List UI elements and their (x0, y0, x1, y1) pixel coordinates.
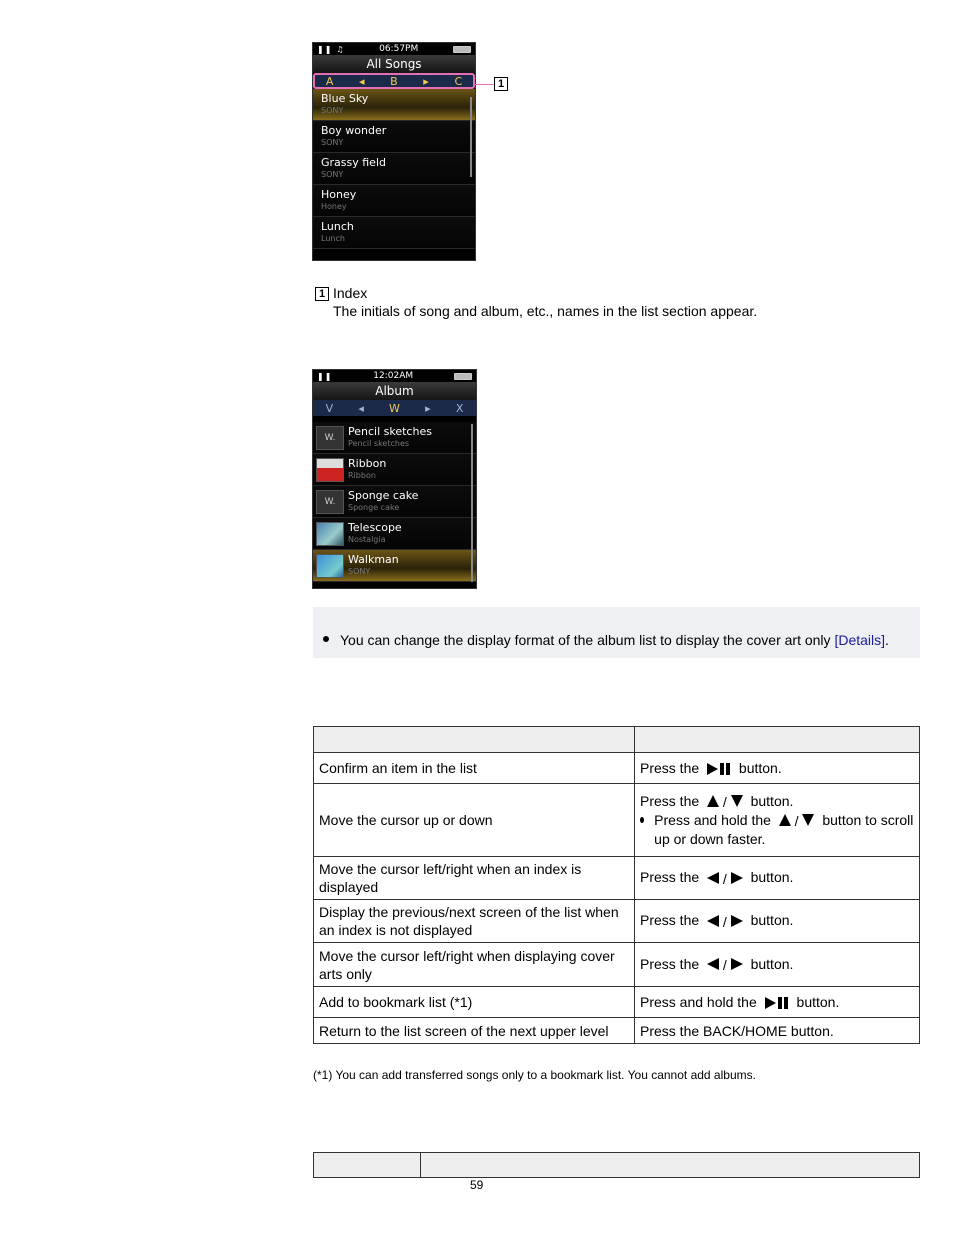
action-cell: Move the cursor left/right when displaying cover arts only (314, 943, 635, 987)
list-item (313, 185, 475, 217)
callout-line (475, 84, 494, 85)
action-cell: Display the previous/next screen of the list when an index is not displayed (314, 900, 635, 943)
action-cell: Return to the list screen of the next upper level (314, 1018, 635, 1044)
index-number-icon: 1 (315, 287, 329, 301)
song-title: Boy wonder (321, 124, 387, 137)
all-songs-screenshot (312, 42, 476, 261)
scrollbar (470, 97, 472, 177)
album-title: Telescope (348, 521, 402, 534)
telescope-cover-icon (316, 522, 344, 546)
next-table-header (313, 1152, 920, 1178)
list-item (313, 121, 475, 153)
operation-cell (635, 900, 920, 943)
table-row (314, 753, 920, 784)
hint-end: . (885, 632, 889, 648)
left-right-icon: / (707, 870, 743, 888)
operation-cell (635, 753, 920, 784)
battery-icon (454, 373, 472, 380)
album-artist: Nostalgia (348, 535, 386, 544)
list-item (313, 454, 476, 486)
sky-cover-icon (316, 554, 344, 578)
list-item (313, 550, 476, 582)
scrollbar (471, 424, 473, 582)
table-row (314, 1018, 920, 1044)
operation-cell (635, 943, 920, 987)
table-header-row (314, 727, 920, 753)
song-artist: SONY (321, 106, 344, 115)
song-artist: SONY (321, 138, 344, 147)
operation-cell: Press the BACK/HOME button. (635, 1018, 920, 1044)
index-letter-current: W (389, 401, 400, 415)
list-item (313, 217, 475, 249)
walkman-logo-icon: W. (316, 426, 344, 450)
left-arrow-icon: ◂ (358, 74, 365, 88)
left-arrow-icon: ◂ (358, 401, 364, 415)
index-letter: A (325, 74, 334, 88)
callout-number: 1 (494, 77, 508, 91)
song-title: Blue Sky (321, 92, 369, 105)
operation-cell (635, 857, 920, 900)
hint-body: You can change the display format of the album list to display the cover art only (340, 632, 835, 648)
right-arrow-icon: ▸ (425, 401, 431, 415)
bullet-icon (323, 636, 329, 642)
table-row (314, 784, 920, 857)
play-pause-icon (707, 763, 731, 775)
table-row (314, 987, 920, 1018)
operation-text: Press the (640, 912, 700, 929)
bullet-text (654, 811, 914, 848)
bullet-text-start: Press and hold the (654, 812, 771, 828)
album-title: Pencil sketches (348, 425, 432, 438)
index-label: Index (333, 285, 368, 301)
index-bar (313, 400, 476, 416)
song-title: Lunch (321, 220, 354, 233)
left-right-icon: / (707, 956, 743, 974)
left-right-icon: / (707, 913, 743, 931)
battery-icon (453, 46, 471, 53)
status-bar (313, 43, 475, 55)
album-artist: SONY (348, 567, 371, 576)
song-artist: SONY (321, 170, 344, 179)
right-arrow-icon: ▸ (423, 74, 429, 88)
pause-icon: ❚❚ (317, 371, 333, 381)
index-letter: X (455, 401, 464, 415)
song-title: Honey (321, 188, 357, 201)
table-header-cell (314, 1153, 421, 1178)
up-down-icon: / (779, 812, 815, 830)
footnote: (*1) You can add transferred songs only to a bookmark list. You cannot add albums. (313, 1068, 756, 1082)
operation-text: Press the (640, 955, 700, 972)
list-item (313, 518, 476, 550)
up-down-icon: / (707, 793, 743, 811)
page-number: 59 (470, 1178, 484, 1192)
operation-text: button. (750, 869, 794, 886)
index-bar (313, 73, 475, 89)
album-artist: Pencil sketches (348, 439, 410, 448)
screen-title: All Songs (313, 55, 475, 73)
operation-text: button. (738, 760, 782, 776)
song-artist: Honey (321, 202, 347, 211)
bullet-icon (640, 817, 644, 823)
operation-text: Press the (640, 869, 700, 886)
operation-text: button. (750, 792, 794, 809)
operations-table (313, 726, 920, 1044)
album-screenshot (312, 369, 477, 589)
album-title: Sponge cake (348, 489, 419, 502)
index-description: The initials of song and album, etc., names in the list section appear. (333, 303, 758, 319)
list-item (313, 422, 476, 454)
table-row (314, 900, 920, 943)
list-item (313, 153, 475, 185)
album-artist: Ribbon (348, 471, 376, 480)
hint-box (313, 607, 920, 658)
operation-text: button. (796, 994, 840, 1010)
song-title: Grassy field (321, 156, 386, 169)
table-header-cell (314, 727, 635, 753)
operation-text: button. (750, 955, 794, 972)
hint-text (340, 632, 889, 648)
table-header-cell (421, 1153, 920, 1178)
operation-text: button. (750, 912, 794, 929)
action-cell: Confirm an item in the list (314, 753, 635, 784)
status-bar (313, 370, 476, 382)
operation-cell (635, 987, 920, 1018)
table-header-cell (635, 727, 920, 753)
ribbon-cover-icon (316, 458, 344, 482)
walkman-logo-icon: W. (316, 490, 344, 514)
album-title: Ribbon (348, 457, 387, 470)
pause-music-icon: ❚❚ ♫ (317, 44, 345, 54)
table-row (314, 943, 920, 987)
details-link[interactable]: [Details] (834, 632, 886, 648)
bullet-text-end: button to scroll up or down faster. (654, 812, 914, 848)
index-letter-current: B (390, 74, 398, 88)
operation-text: Press the (640, 792, 700, 809)
clock: 12:02AM (373, 371, 414, 381)
table-row (314, 857, 920, 900)
clock: 06:57PM (379, 44, 419, 54)
operation-text: Press the (640, 760, 700, 776)
list-item (313, 89, 475, 121)
action-cell: Add to bookmark list (*1) (314, 987, 635, 1018)
play-pause-icon (765, 997, 789, 1009)
operation-cell (635, 784, 920, 857)
album-title: Walkman (348, 553, 399, 566)
action-cell: Move the cursor left/right when an index is displayed (314, 857, 635, 900)
album-artist: Sponge cake (348, 503, 400, 512)
song-artist: Lunch (321, 234, 345, 243)
list-item (313, 486, 476, 518)
screen-title: Album (313, 382, 476, 400)
action-cell: Move the cursor up or down (314, 784, 635, 857)
table-header-row (314, 1153, 920, 1178)
operation-text: Press and hold the (640, 994, 757, 1010)
index-letter: V (325, 401, 334, 415)
index-letter: C (454, 74, 463, 88)
